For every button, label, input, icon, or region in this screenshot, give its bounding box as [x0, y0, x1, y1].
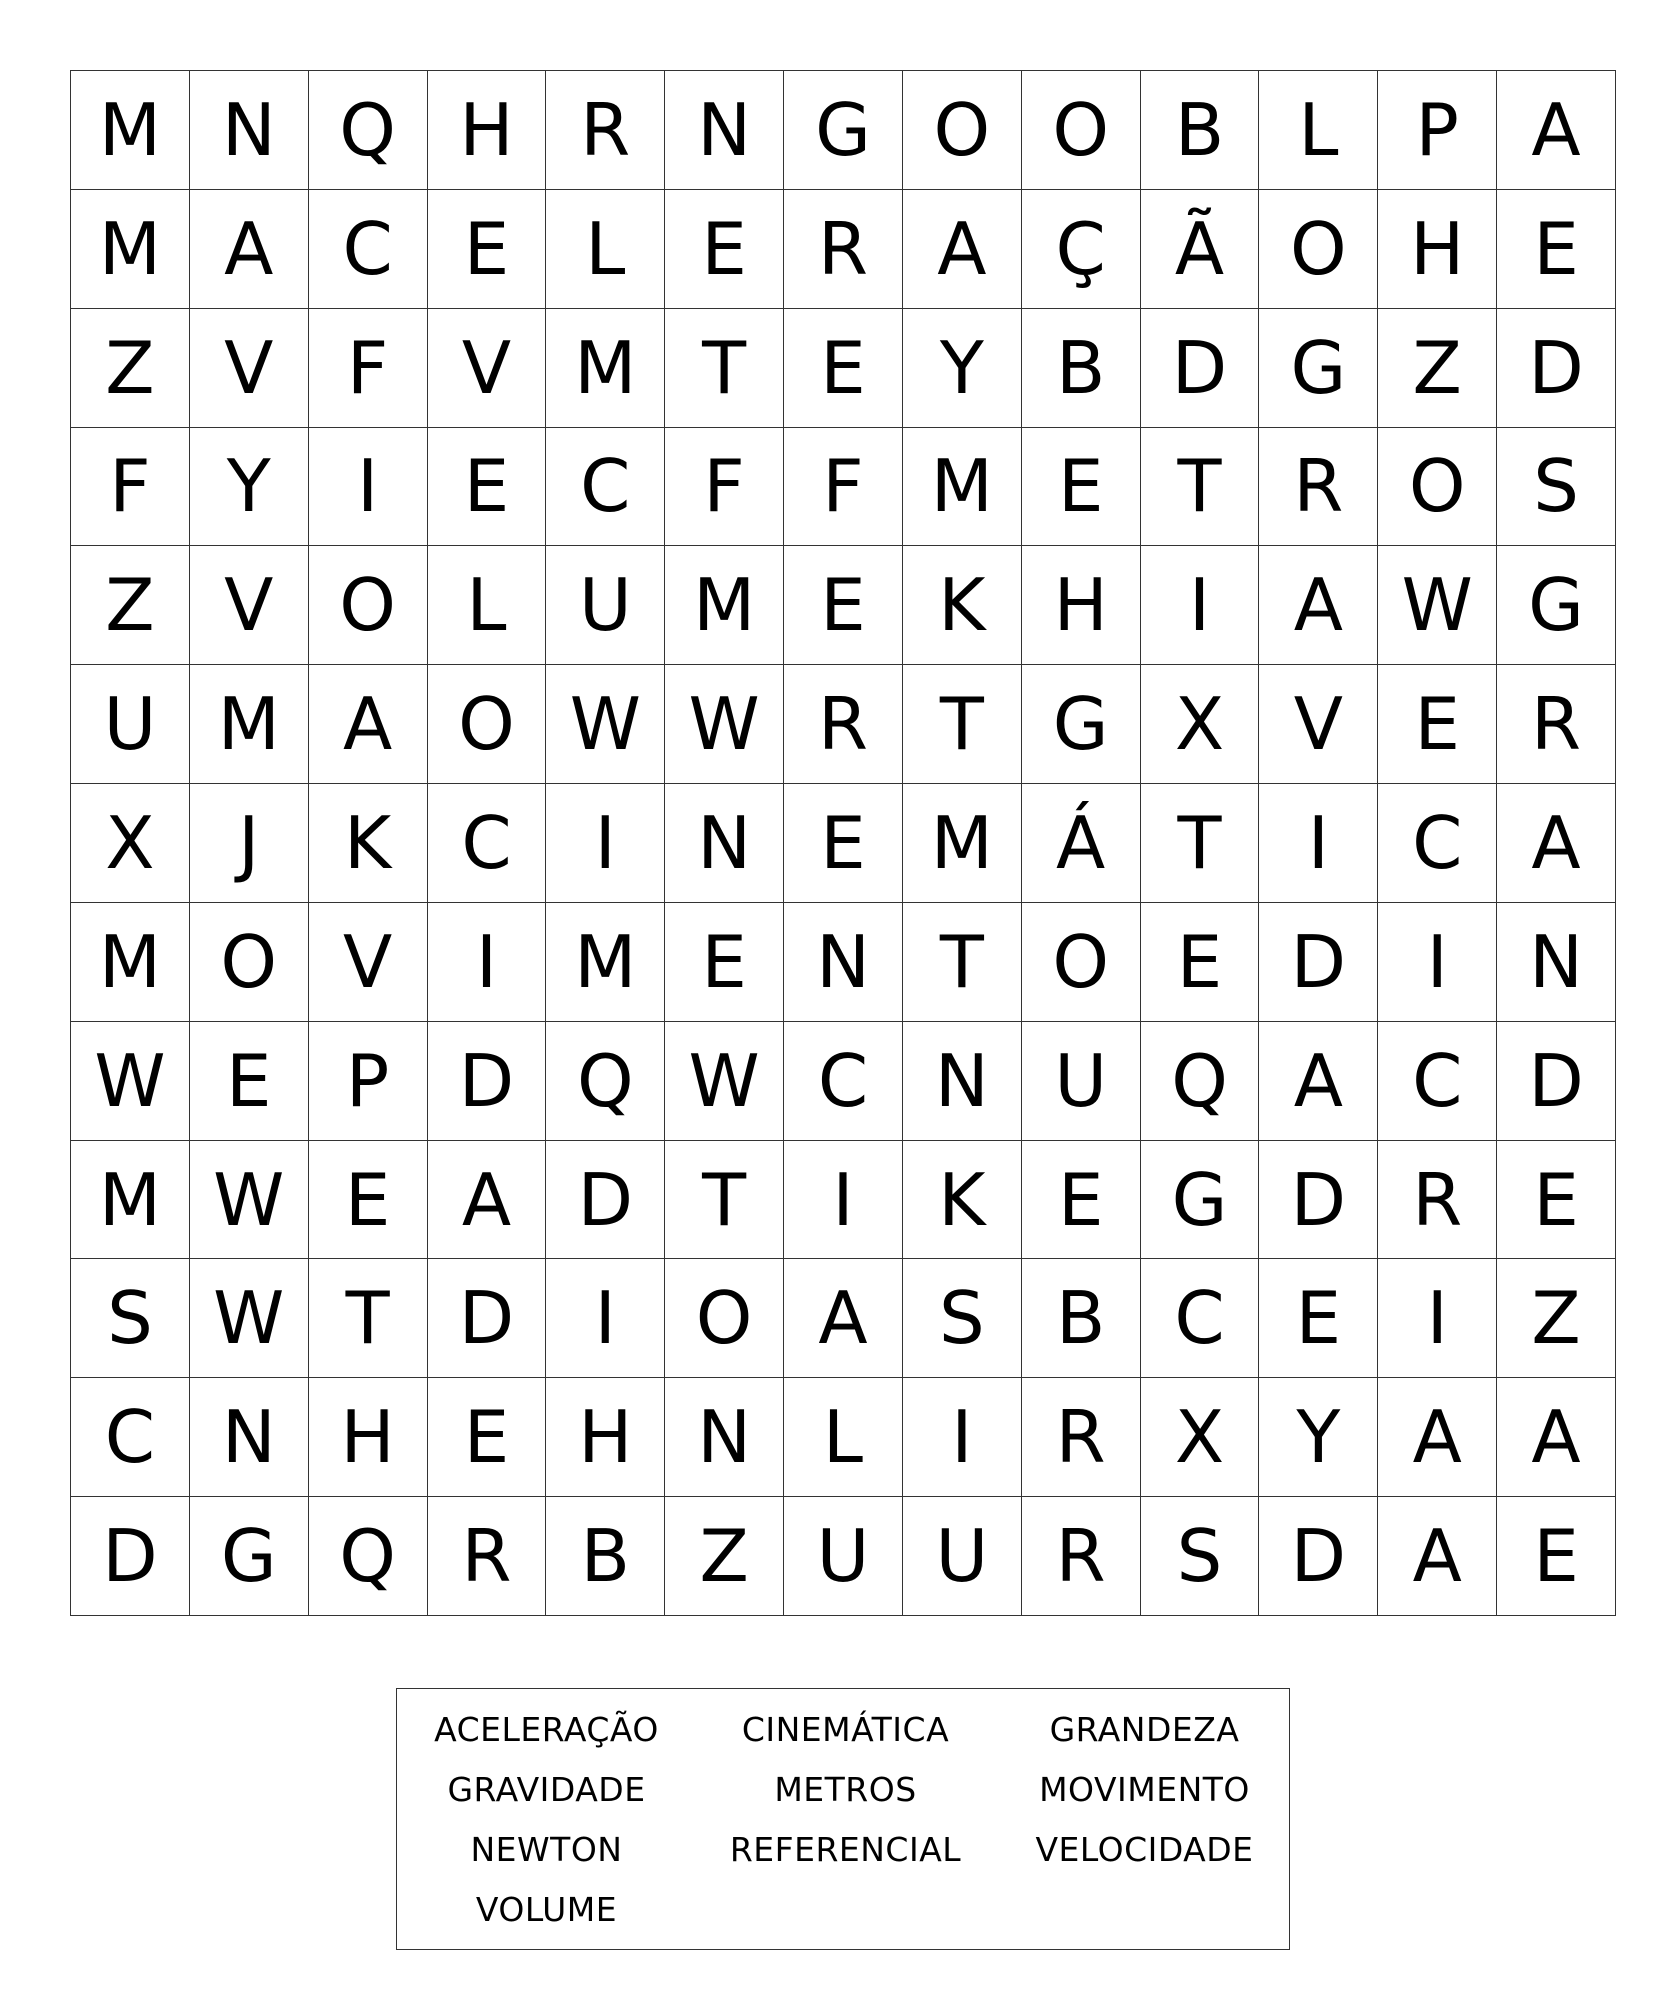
- grid-cell[interactable]: T: [1141, 428, 1260, 547]
- grid-cell[interactable]: D: [1259, 1497, 1378, 1616]
- grid-cell[interactable]: A: [1378, 1497, 1497, 1616]
- grid-cell[interactable]: N: [784, 903, 903, 1022]
- grid-cell[interactable]: E: [428, 190, 547, 309]
- grid-cell[interactable]: M: [903, 784, 1022, 903]
- grid-cell[interactable]: O: [665, 1259, 784, 1378]
- word-list-item: NEWTON: [470, 1829, 623, 1869]
- grid-cell[interactable]: M: [546, 903, 665, 1022]
- grid-cell[interactable]: E: [1497, 1497, 1616, 1616]
- grid-cell[interactable]: E: [428, 1378, 547, 1497]
- grid-cell[interactable]: E: [1259, 1259, 1378, 1378]
- grid-cell[interactable]: H: [1378, 190, 1497, 309]
- grid-cell[interactable]: M: [71, 71, 190, 190]
- grid-cell[interactable]: M: [665, 546, 784, 665]
- grid-cell[interactable]: I: [1259, 784, 1378, 903]
- grid-cell[interactable]: P: [309, 1022, 428, 1141]
- grid-cell[interactable]: N: [190, 1378, 309, 1497]
- grid-cell[interactable]: I: [1378, 903, 1497, 1022]
- grid-cell[interactable]: U: [546, 546, 665, 665]
- grid-cell[interactable]: N: [665, 1378, 784, 1497]
- word-list-item: VOLUME: [475, 1889, 618, 1929]
- grid-cell[interactable]: F: [309, 309, 428, 428]
- grid-cell[interactable]: R: [784, 665, 903, 784]
- grid-cell[interactable]: Z: [1497, 1259, 1616, 1378]
- grid-cell[interactable]: M: [190, 665, 309, 784]
- grid-cell[interactable]: E: [665, 190, 784, 309]
- grid-cell[interactable]: Q: [546, 1022, 665, 1141]
- grid-cell[interactable]: I: [903, 1378, 1022, 1497]
- grid-cell[interactable]: D: [1259, 1141, 1378, 1260]
- grid-cell[interactable]: O: [1259, 190, 1378, 309]
- grid-cell[interactable]: Z: [71, 546, 190, 665]
- grid-cell[interactable]: G: [1022, 665, 1141, 784]
- grid-cell[interactable]: E: [784, 784, 903, 903]
- grid-cell[interactable]: A: [190, 190, 309, 309]
- grid-cell[interactable]: W: [190, 1259, 309, 1378]
- grid-cell[interactable]: L: [428, 546, 547, 665]
- grid-cell[interactable]: E: [428, 428, 547, 547]
- grid-cell[interactable]: Ç: [1022, 190, 1141, 309]
- grid-cell[interactable]: Y: [1259, 1378, 1378, 1497]
- grid-cell[interactable]: E: [784, 546, 903, 665]
- grid-cell[interactable]: W: [546, 665, 665, 784]
- grid-cell[interactable]: A: [1497, 71, 1616, 190]
- grid-cell[interactable]: I: [1378, 1259, 1497, 1378]
- grid-cell[interactable]: D: [1497, 309, 1616, 428]
- grid-cell[interactable]: L: [546, 190, 665, 309]
- grid-cell[interactable]: O: [309, 546, 428, 665]
- grid-cell[interactable]: V: [428, 309, 547, 428]
- grid-cell[interactable]: R: [428, 1497, 547, 1616]
- grid-cell[interactable]: L: [784, 1378, 903, 1497]
- grid-cell[interactable]: B: [1022, 1259, 1141, 1378]
- word-list-box: [396, 1688, 1290, 1950]
- grid-cell[interactable]: C: [1378, 784, 1497, 903]
- grid-cell[interactable]: N: [903, 1022, 1022, 1141]
- grid-cell[interactable]: X: [71, 784, 190, 903]
- word-list-item: ACELERAÇÃO: [434, 1709, 659, 1749]
- grid-cell[interactable]: R: [784, 190, 903, 309]
- grid-cell[interactable]: R: [546, 71, 665, 190]
- grid-cell[interactable]: C: [1378, 1022, 1497, 1141]
- word-list-item: GRANDEZA: [1049, 1709, 1240, 1749]
- grid-cell[interactable]: G: [784, 71, 903, 190]
- grid-cell[interactable]: N: [190, 71, 309, 190]
- grid-cell[interactable]: I: [309, 428, 428, 547]
- grid-cell[interactable]: W: [190, 1141, 309, 1260]
- grid-cell[interactable]: A: [1497, 784, 1616, 903]
- grid-cell[interactable]: R: [1378, 1141, 1497, 1260]
- grid-cell[interactable]: W: [665, 1022, 784, 1141]
- grid-cell[interactable]: S: [1141, 1497, 1260, 1616]
- grid-cell[interactable]: O: [1022, 71, 1141, 190]
- grid-cell[interactable]: O: [1022, 903, 1141, 1022]
- word-list-item: MOVIMENTO: [1039, 1769, 1250, 1809]
- grid-cell[interactable]: F: [71, 428, 190, 547]
- grid-cell[interactable]: Y: [190, 428, 309, 547]
- grid-cell[interactable]: C: [309, 190, 428, 309]
- grid-cell[interactable]: H: [309, 1378, 428, 1497]
- grid-cell[interactable]: M: [71, 903, 190, 1022]
- grid-cell[interactable]: A: [903, 190, 1022, 309]
- grid-cell[interactable]: R: [1022, 1497, 1141, 1616]
- grid-cell[interactable]: D: [428, 1022, 547, 1141]
- grid-cell[interactable]: U: [784, 1497, 903, 1616]
- grid-cell[interactable]: T: [1141, 784, 1260, 903]
- grid-cell[interactable]: V: [1259, 665, 1378, 784]
- grid-cell[interactable]: W: [71, 1022, 190, 1141]
- grid-cell[interactable]: C: [546, 428, 665, 547]
- grid-cell[interactable]: N: [1497, 903, 1616, 1022]
- grid-cell[interactable]: V: [309, 903, 428, 1022]
- grid-cell[interactable]: U: [1022, 1022, 1141, 1141]
- grid-cell[interactable]: A: [1259, 546, 1378, 665]
- grid-cell[interactable]: E: [1141, 903, 1260, 1022]
- grid-cell[interactable]: R: [1022, 1378, 1141, 1497]
- grid-cell[interactable]: U: [903, 1497, 1022, 1616]
- grid-cell[interactable]: B: [546, 1497, 665, 1616]
- grid-cell[interactable]: D: [546, 1141, 665, 1260]
- grid-cell[interactable]: E: [1378, 665, 1497, 784]
- word-list-item: METROS: [774, 1769, 917, 1809]
- grid-cell[interactable]: S: [71, 1259, 190, 1378]
- grid-cell[interactable]: Ã: [1141, 190, 1260, 309]
- grid-cell[interactable]: D: [1141, 309, 1260, 428]
- grid-cell[interactable]: S: [1497, 428, 1616, 547]
- grid-cell[interactable]: L: [1259, 71, 1378, 190]
- grid-cell[interactable]: C: [71, 1378, 190, 1497]
- grid-cell[interactable]: G: [1497, 546, 1616, 665]
- grid-cell[interactable]: Z: [665, 1497, 784, 1616]
- grid-cell[interactable]: N: [665, 784, 784, 903]
- word-list-item: REFERENCIAL: [729, 1829, 962, 1869]
- grid-cell[interactable]: D: [1259, 903, 1378, 1022]
- grid-cell[interactable]: Q: [309, 1497, 428, 1616]
- grid-cell[interactable]: X: [1141, 1378, 1260, 1497]
- grid-cell[interactable]: H: [428, 71, 547, 190]
- grid-cell[interactable]: G: [1259, 309, 1378, 428]
- grid-cell[interactable]: O: [1378, 428, 1497, 547]
- grid-cell[interactable]: S: [903, 1259, 1022, 1378]
- grid-cell[interactable]: A: [784, 1259, 903, 1378]
- grid-cell[interactable]: Z: [71, 309, 190, 428]
- grid-cell[interactable]: E: [1497, 190, 1616, 309]
- grid-cell[interactable]: K: [903, 546, 1022, 665]
- grid-cell[interactable]: T: [903, 903, 1022, 1022]
- grid-cell[interactable]: F: [665, 428, 784, 547]
- grid-cell[interactable]: Y: [903, 309, 1022, 428]
- grid-cell[interactable]: E: [784, 309, 903, 428]
- grid-cell[interactable]: D: [428, 1259, 547, 1378]
- grid-cell[interactable]: H: [546, 1378, 665, 1497]
- grid-cell[interactable]: E: [1022, 428, 1141, 547]
- grid-cell[interactable]: G: [190, 1497, 309, 1616]
- grid-cell[interactable]: V: [190, 309, 309, 428]
- grid-cell[interactable]: G: [1141, 1141, 1260, 1260]
- word-list-item: VELOCIDADE: [1035, 1829, 1254, 1869]
- grid-cell[interactable]: I: [546, 1259, 665, 1378]
- grid-cell[interactable]: O: [428, 665, 547, 784]
- grid-cell[interactable]: C: [784, 1022, 903, 1141]
- grid-cell[interactable]: D: [71, 1497, 190, 1616]
- grid-cell[interactable]: B: [1022, 309, 1141, 428]
- word-list-item: GRAVIDADE: [447, 1769, 646, 1809]
- grid-cell[interactable]: E: [1497, 1141, 1616, 1260]
- grid-cell[interactable]: C: [428, 784, 547, 903]
- grid-cell[interactable]: A: [428, 1141, 547, 1260]
- grid-cell[interactable]: M: [71, 1141, 190, 1260]
- grid-cell[interactable]: A: [1497, 1378, 1616, 1497]
- grid-cell[interactable]: J: [190, 784, 309, 903]
- grid-cell[interactable]: E: [1022, 1141, 1141, 1260]
- grid-cell[interactable]: R: [1259, 428, 1378, 547]
- grid-cell[interactable]: B: [1141, 71, 1260, 190]
- grid-cell[interactable]: M: [903, 428, 1022, 547]
- grid-cell[interactable]: R: [1497, 665, 1616, 784]
- grid-cell[interactable]: U: [71, 665, 190, 784]
- grid-cell[interactable]: D: [1497, 1022, 1616, 1141]
- grid-cell[interactable]: K: [903, 1141, 1022, 1260]
- grid-cell[interactable]: C: [1141, 1259, 1260, 1378]
- grid-cell[interactable]: Q: [309, 71, 428, 190]
- grid-cell[interactable]: W: [665, 665, 784, 784]
- grid-cell[interactable]: T: [309, 1259, 428, 1378]
- grid-cell[interactable]: A: [1378, 1378, 1497, 1497]
- grid-cell[interactable]: Á: [1022, 784, 1141, 903]
- grid-cell[interactable]: T: [665, 309, 784, 428]
- grid-cell[interactable]: V: [190, 546, 309, 665]
- grid-cell[interactable]: M: [546, 309, 665, 428]
- grid-cell[interactable]: N: [665, 71, 784, 190]
- grid-cell[interactable]: A: [309, 665, 428, 784]
- word-list-item: CINEMÁTICA: [741, 1709, 950, 1749]
- grid-cell[interactable]: E: [190, 1022, 309, 1141]
- grid-cell[interactable]: H: [1022, 546, 1141, 665]
- grid-cell[interactable]: M: [71, 190, 190, 309]
- grid-cell[interactable]: O: [190, 903, 309, 1022]
- grid-cell[interactable]: T: [903, 665, 1022, 784]
- grid-cell[interactable]: I: [546, 784, 665, 903]
- grid-cell[interactable]: F: [784, 428, 903, 547]
- grid-cell[interactable]: E: [309, 1141, 428, 1260]
- grid-cell[interactable]: E: [665, 903, 784, 1022]
- grid-cell[interactable]: I: [784, 1141, 903, 1260]
- grid-cell[interactable]: Q: [1141, 1022, 1260, 1141]
- grid-cell[interactable]: Z: [1378, 309, 1497, 428]
- grid-cell[interactable]: A: [1259, 1022, 1378, 1141]
- grid-cell[interactable]: P: [1378, 71, 1497, 190]
- grid-cell[interactable]: I: [1141, 546, 1260, 665]
- grid-cell[interactable]: W: [1378, 546, 1497, 665]
- grid-cell[interactable]: O: [903, 71, 1022, 190]
- grid-cell[interactable]: K: [309, 784, 428, 903]
- grid-cell[interactable]: X: [1141, 665, 1260, 784]
- word-search-grid: [70, 70, 1616, 1616]
- grid-cell[interactable]: T: [665, 1141, 784, 1260]
- grid-cell[interactable]: I: [428, 903, 547, 1022]
